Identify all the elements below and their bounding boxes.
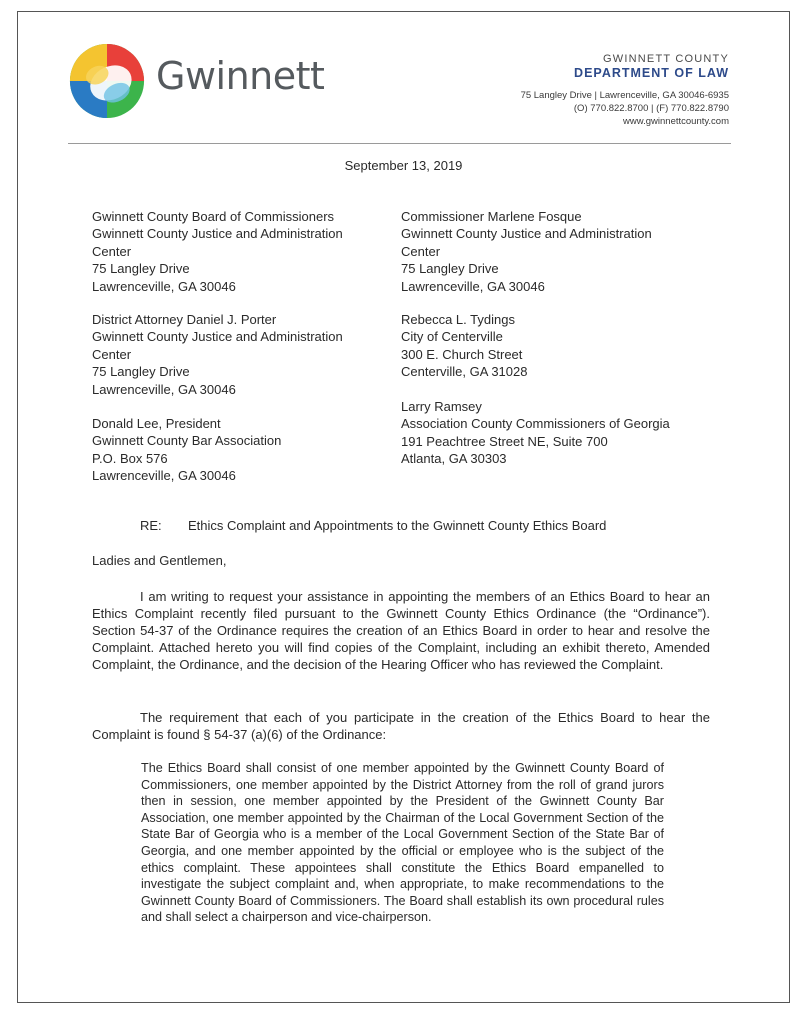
county-name: GWINNETT COUNTY [603,53,729,65]
recipient-line: Center [92,346,132,362]
recipient-line: Larry Ramsey [401,399,482,414]
recipient-line: Donald Lee, President [92,416,221,431]
recipient-line: Gwinnett County Board of Commissioners [92,209,335,224]
recipient-line: Rebecca L. Tydings [401,312,515,327]
recipient-line: Lawrenceville, GA 30046 [92,468,236,484]
recipient-line: Association County Commissioners of Georgia [401,416,670,432]
department-website[interactable]: www.gwinnettcounty.com [623,116,729,127]
recipient-line: 300 E. Church Street [401,346,523,362]
department-name: DEPARTMENT OF LAW [574,66,729,80]
recipient-line: Atlanta, GA 30303 [401,451,507,467]
recipient-address [92,208,343,295]
re-subject: Ethics Complaint and Appointments to the Gwinnett County Ethics Board [188,518,607,533]
recipient-line: Lawrenceville, GA 30046 [401,278,545,294]
recipient-line: 75 Langley Drive [92,364,190,380]
recipient-line: 75 Langley Drive [92,261,190,277]
recipient-address [92,311,343,398]
recipient-line: Gwinnett County Bar Association [92,433,282,449]
recipient-line: Lawrenceville, GA 30046 [92,381,236,397]
recipient-line: 191 Peachtree Street NE, Suite 700 [401,433,608,449]
department-phone: (O) 770.822.8700 | (F) 770.822.8790 [573,103,729,114]
recipient-address [401,311,527,381]
department-header [521,53,729,128]
body-paragraph: I am writing to request your assistance in appointing the members of an Ethics Board to hear an Ethics Complaint recently filed pursuant to the Gwinnett County Ethics Ordinance (the “Ordinance”). Section 54-37 of the Ordinance requires the creation of an Ethics Board in order to hear and resolve the Complaint. Attached hereto you will find copies of the Complaint, including an exhibit thereto, Amended Complaint, the Ordinance, and the decision of the Hearing Officer who has reviewed the Complaint. [92,589,710,672]
recipient-line: Lawrenceville, GA 30046 [92,278,236,294]
header-divider [68,143,731,144]
salutation: Ladies and Gentlemen, [92,553,227,568]
department-address: 75 Langley Drive | Lawrenceville, GA 30046-6935 [520,90,729,101]
recipient-line: P.O. Box 576 [92,450,168,466]
recipient-line: Commissioner Marlene Fosque [401,209,582,224]
re-line [140,518,606,533]
recipient-address [92,415,281,485]
ordinance-quote: The Ethics Board shall consist of one member appointed by the Gwinnett County Board of Commissioners, one member appointed by the District Attorney from the roll of grand jurors then in session, one member appointed by the President of the Gwinnett County Bar Association, one member appointed by the Chairman of the Local Government Section of the State Bar of Georgia who is a member of the Local Government Section of the State Bar of Georgia, and one member appointed by the official or employee who is the subject of the ethics complaint. These appointees shall constitute the Ethics Board empanelled to investigate the subject complaint and, when appropriate, to make recommendations to the Gwinnett County Board of Commissioners. The Board shall establish its own procedural rules and shall select a chairperson and vice-chairperson. [141,761,664,925]
re-label: RE: [140,518,162,533]
recipient-line: Center [92,243,132,259]
logo-wordmark: Gwinnett [156,54,325,98]
recipient-line: Gwinnett County Justice and Administration [92,226,343,242]
recipient-address [401,398,670,468]
recipient-line: Centerville, GA 31028 [401,364,528,380]
recipient-line: District Attorney Daniel J. Porter [92,312,277,327]
recipient-line: Gwinnett County Justice and Administration [92,329,343,345]
letter-date: September 13, 2019 [344,158,463,173]
body-paragraph: The requirement that each of you participate in the creation of the Ethics Board to hear the Complaint is found § 54-37 (a)(6) of the Ordinance: [92,710,710,742]
recipient-line: Center [401,243,441,259]
recipient-line: City of Centerville [401,329,503,345]
recipient-address [401,208,652,295]
gwinnett-logo-icon [68,42,146,120]
recipient-line: 75 Langley Drive [401,261,499,277]
recipient-line: Gwinnett County Justice and Administration [401,226,652,242]
